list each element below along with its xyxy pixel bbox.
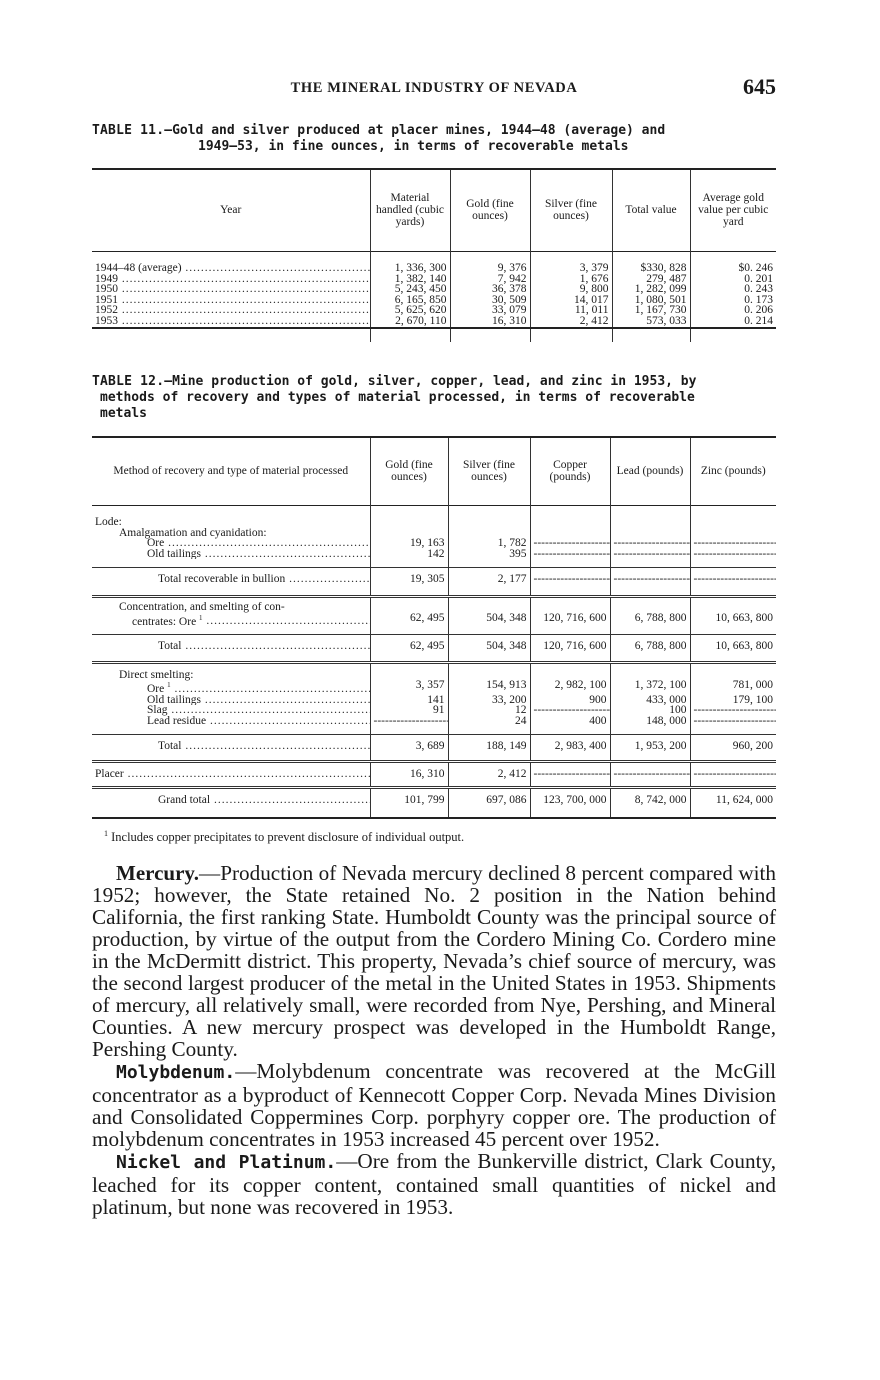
table12-label: TABLE 12. [92,374,165,389]
table11-title-cont: 1949–53, in fine ounces, in terms of recoverable metals [198,139,629,154]
col-gold: Gold (fine ounces) [450,169,530,251]
col-zinc: Zinc (pounds) [690,437,776,505]
footnote-text: Includes copper precipitates to prevent disclosure of individual output. [111,830,465,845]
lode-label: Lode: [95,516,122,528]
table-row: Total ..... 62, 495 504, 348 120, 716, 600 6, 788, 800 10, 663, 800 [92,635,776,652]
table-row: Ore $^1$ ..... 3, 357 154, 913 2, 982, 100 1, 372, 100 781, 000 [92,680,776,694]
table12-title: —Mine production of gold, silver, copper, lead, and zinc in 1953, by [164,374,697,389]
col-avg-value: Average gold value per cubic yard [690,169,776,251]
table-row: Total ..... 3, 689 188, 149 2, 983, 400 1, 953, 200 960, 200 [92,734,776,751]
table12: Method of recovery and type of material processed Gold (fine ounces) Silver (fine ounces) Copper (pounds) Lead (pounds) Zinc (pounds) Lode: Amalgamation and cyanidation: Ore ..... 19, 163 1, 782 ----- ----- ----- Old tailings ..... 142 395 ----- ----- ----- Total recoverable in bullion ..... 19, 305 2, 177 ----- ----- ----- Concentration, and smelting of con- centrates: Ore $^1$ ..... 62, 495 504, 348 120, 716, 600 6, 788, 800 10, 663, 800 Total ..... 62, 495 504, 348 120, 716, 600 6, 788, 800 10, 663, 800 Direct smelting: Ore $^1$ ..... 3, 357 154, 913 2, 982, 100 1, 372, 100 781, 000 Old tailings ..... 141 33, 200 900 433, 000 179, 100 Slag ..... 91 12 ----- 100 ----- Lead residue ..... ----- 24 400 148, 000 ----- Total ..... 3, 689 188, 149 2, 983, 400 1, 953, 200 960, 200 Placer ..... 16, 310 2, 412 ----- ----- ----- Grand total ..... 101, 799 697, 086 123, 700, 000 8, 742, 000 11, 624, 000 [92,436,776,819]
running-head: THE MINERAL INDUSTRY OF NEVADA [290,80,578,96]
footnote [104,829,784,845]
table12-title-cont1: methods of recovery and types of material processed, in terms of recoverable [100,390,695,405]
table-row: Placer ..... 16, 310 2, 412 ----- ----- ----- [92,761,776,779]
col-silver: Silver (fine ounces) [448,437,530,505]
footnote-mark: 1 [104,829,108,838]
table11 [92,168,776,342]
col-material: Material handled (cubic yards) [370,169,450,251]
col-method: Method of recovery and type of material processed [113,465,349,478]
table11-caption [92,123,776,155]
col-silver: Silver (fine ounces) [530,169,612,251]
table12-title-cont2: metals [100,406,147,421]
table-row: 1944–48 (average) ..... 1, 336, 300 9, 376 3, 379 $330, 828 $0. 246 [92,263,776,274]
body-text [92,862,776,1218]
table-row: Old tailings ..... 141 33, 200 900 433, 000 179, 100 [92,695,776,706]
table-row: Total recoverable in bullion ..... 19, 305 2, 177 ----- ----- ----- [92,567,776,584]
table-row: 1953 ..... 2, 670, 110 16, 310 2, 412 573, 033 0. 214 [92,316,776,328]
table-row: Lead residue ..... ----- 24 400 148, 000 ----- [92,716,776,727]
paragraph-mercury: Mercury.—Production of Nevada mercury declined 8 percent compared with 1952; however, the State retained No. 2 position in the Nation behind California, the first ranking State. Humboldt County was the principal source of production, by virtue of the output from the Cordero Mining Co. Cordero mine in the McDermitt district. This property, Nevada’s chief source of mercury, was the second largest producer of the metal in the United States in 1953. Shipments of mercury, all relatively small, were recorded from Nye, Pershing, and Mineral Counties. A new mercury prospect was developed in the Humboldt Range, Pershing County. [92,861,776,1061]
table-row: 1949 ..... 1, 382, 140 7, 942 1, 676 279, 487 0. 201 [92,274,776,285]
table-row: 1950 ..... 5, 243, 450 36, 378 9, 800 1, 282, 099 0. 243 [92,284,776,295]
table-row: Grand total ..... 101, 799 697, 086 123, 700, 000 8, 742, 000 11, 624, 000 [92,788,776,806]
col-year: Year [220,204,242,217]
table-row: Old tailings ..... 142 395 ----- ----- ----- [92,549,776,560]
table11-label: TABLE 11. [92,123,165,138]
table-row: Slag ..... 91 12 ----- 100 ----- [92,705,776,716]
table-row: centrates: Ore $^1$ ..... 62, 495 504, 348 120, 716, 600 6, 788, 800 10, 663, 800 [92,613,776,627]
paragraph-molybdenum: Molybdenum.—Molybdenum concentrate was recovered at the McGill concentrator as a byproduct of Kennecott Copper Corp. Nevada Mines Division and Consolidated Coppermines Corp. porphyry copper ore. The production of molybdenum concentrates in 1953 increased 45 percent over 1952. [92,1059,776,1151]
amalgamation-label: Amalgamation and cyanidation: [119,526,267,539]
col-copper: Copper (pounds) [530,437,610,505]
table11-title: —Gold and silver produced at placer mines, 1944–48 (average) and [164,123,666,138]
col-lead: Lead (pounds) [610,437,690,505]
page-header [92,76,776,102]
table-row: Ore ..... 19, 163 1, 782 ----- ----- ----- [92,538,776,549]
table-row: 1951 ..... 6, 165, 850 30, 509 14, 017 1, 080, 501 0. 173 [92,295,776,306]
paragraph-nickel: Nickel and Platinum.—Ore from the Bunkerville district, Clark County, leached for its copper content, contained small quantities of nickel and platinum, but none was recovered in 1953. [92,1149,776,1219]
col-gold: Gold (fine ounces) [370,437,448,505]
table12-caption [92,374,776,422]
table-row: 1952 ..... 5, 625, 620 33, 079 11, 011 1, 167, 730 0. 206 [92,305,776,316]
page-number: 645 [743,74,776,99]
col-total-value: Total value [612,169,690,251]
